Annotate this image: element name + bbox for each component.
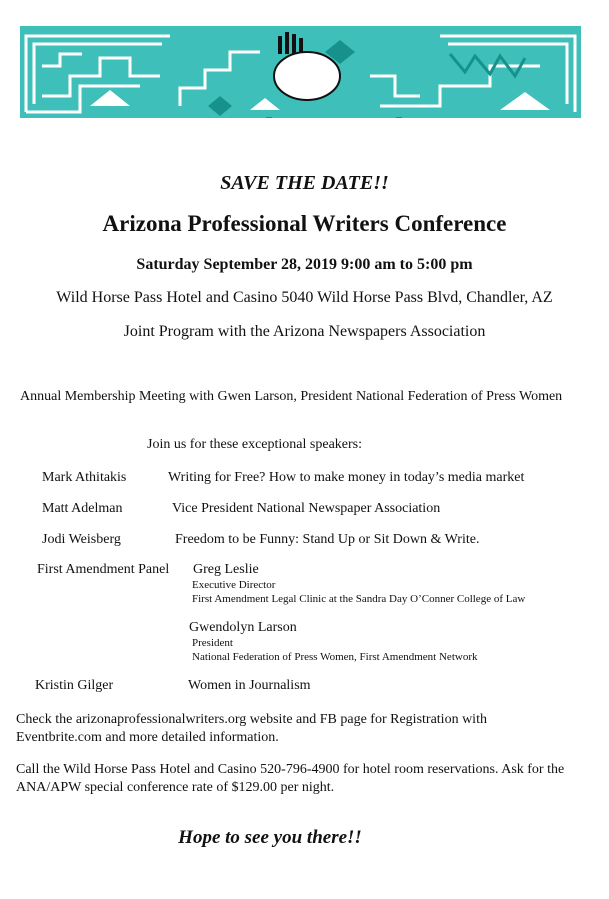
- speaker-topic: Writing for Free? How to make money in today’s media market: [168, 470, 525, 485]
- southwest-pattern-banner: [20, 26, 581, 118]
- conference-date: Saturday September 28, 2019 9:00 am to 5:00 pm: [136, 256, 473, 273]
- speakers-intro: Join us for these exceptional speakers:: [147, 437, 362, 452]
- registration-info: Check the arizonaprofessionalwriters.org website and FB page for Registration with Eventbrite.com and more detailed information.: [16, 712, 487, 745]
- speaker-topic: Women in Journalism: [188, 678, 311, 693]
- hotel-info: Call the Wild Horse Pass Hotel and Casino 520-796-4900 for hotel room reservations. Ask for the ANA/APW special conference rate of $129.00 per night.: [16, 762, 565, 795]
- panelist-name: Gwendolyn Larson: [189, 620, 297, 635]
- speaker-name: Mark Athitakis: [42, 470, 127, 485]
- speaker-name: Kristin Gilger: [35, 678, 114, 693]
- panelist-role: Executive Director: [192, 579, 276, 591]
- joint-program-line: Joint Program with the Arizona Newspapers Association: [123, 323, 486, 340]
- panel-label: First Amendment Panel: [37, 562, 170, 577]
- save-the-date-heading: SAVE THE DATE!!: [220, 172, 389, 194]
- membership-meeting-text: Annual Membership Meeting with Gwen Larson, President National Federation of Press Women: [20, 389, 563, 404]
- speaker-name: Matt Adelman: [42, 501, 123, 516]
- conference-title: Arizona Professional Writers Conference: [102, 211, 507, 236]
- closing-line: Hope to see you there!!: [178, 827, 362, 848]
- panelist-org: First Amendment Legal Clinic at the Sandra Day O’Conner College of Law: [192, 593, 526, 605]
- conference-location: Wild Horse Pass Hotel and Casino 5040 Wild Horse Pass Blvd, Chandler, AZ: [56, 289, 553, 306]
- speaker-topic: Vice President National Newspaper Association: [172, 501, 441, 516]
- panelist-org: National Federation of Press Women, First Amendment Network: [192, 651, 478, 663]
- panelist-role: President: [192, 637, 233, 649]
- speaker-topic: Freedom to be Funny: Stand Up or Sit Down & Write.: [175, 532, 480, 547]
- panelist-name: Greg Leslie: [193, 562, 259, 577]
- speaker-name: Jodi Weisberg: [42, 532, 121, 547]
